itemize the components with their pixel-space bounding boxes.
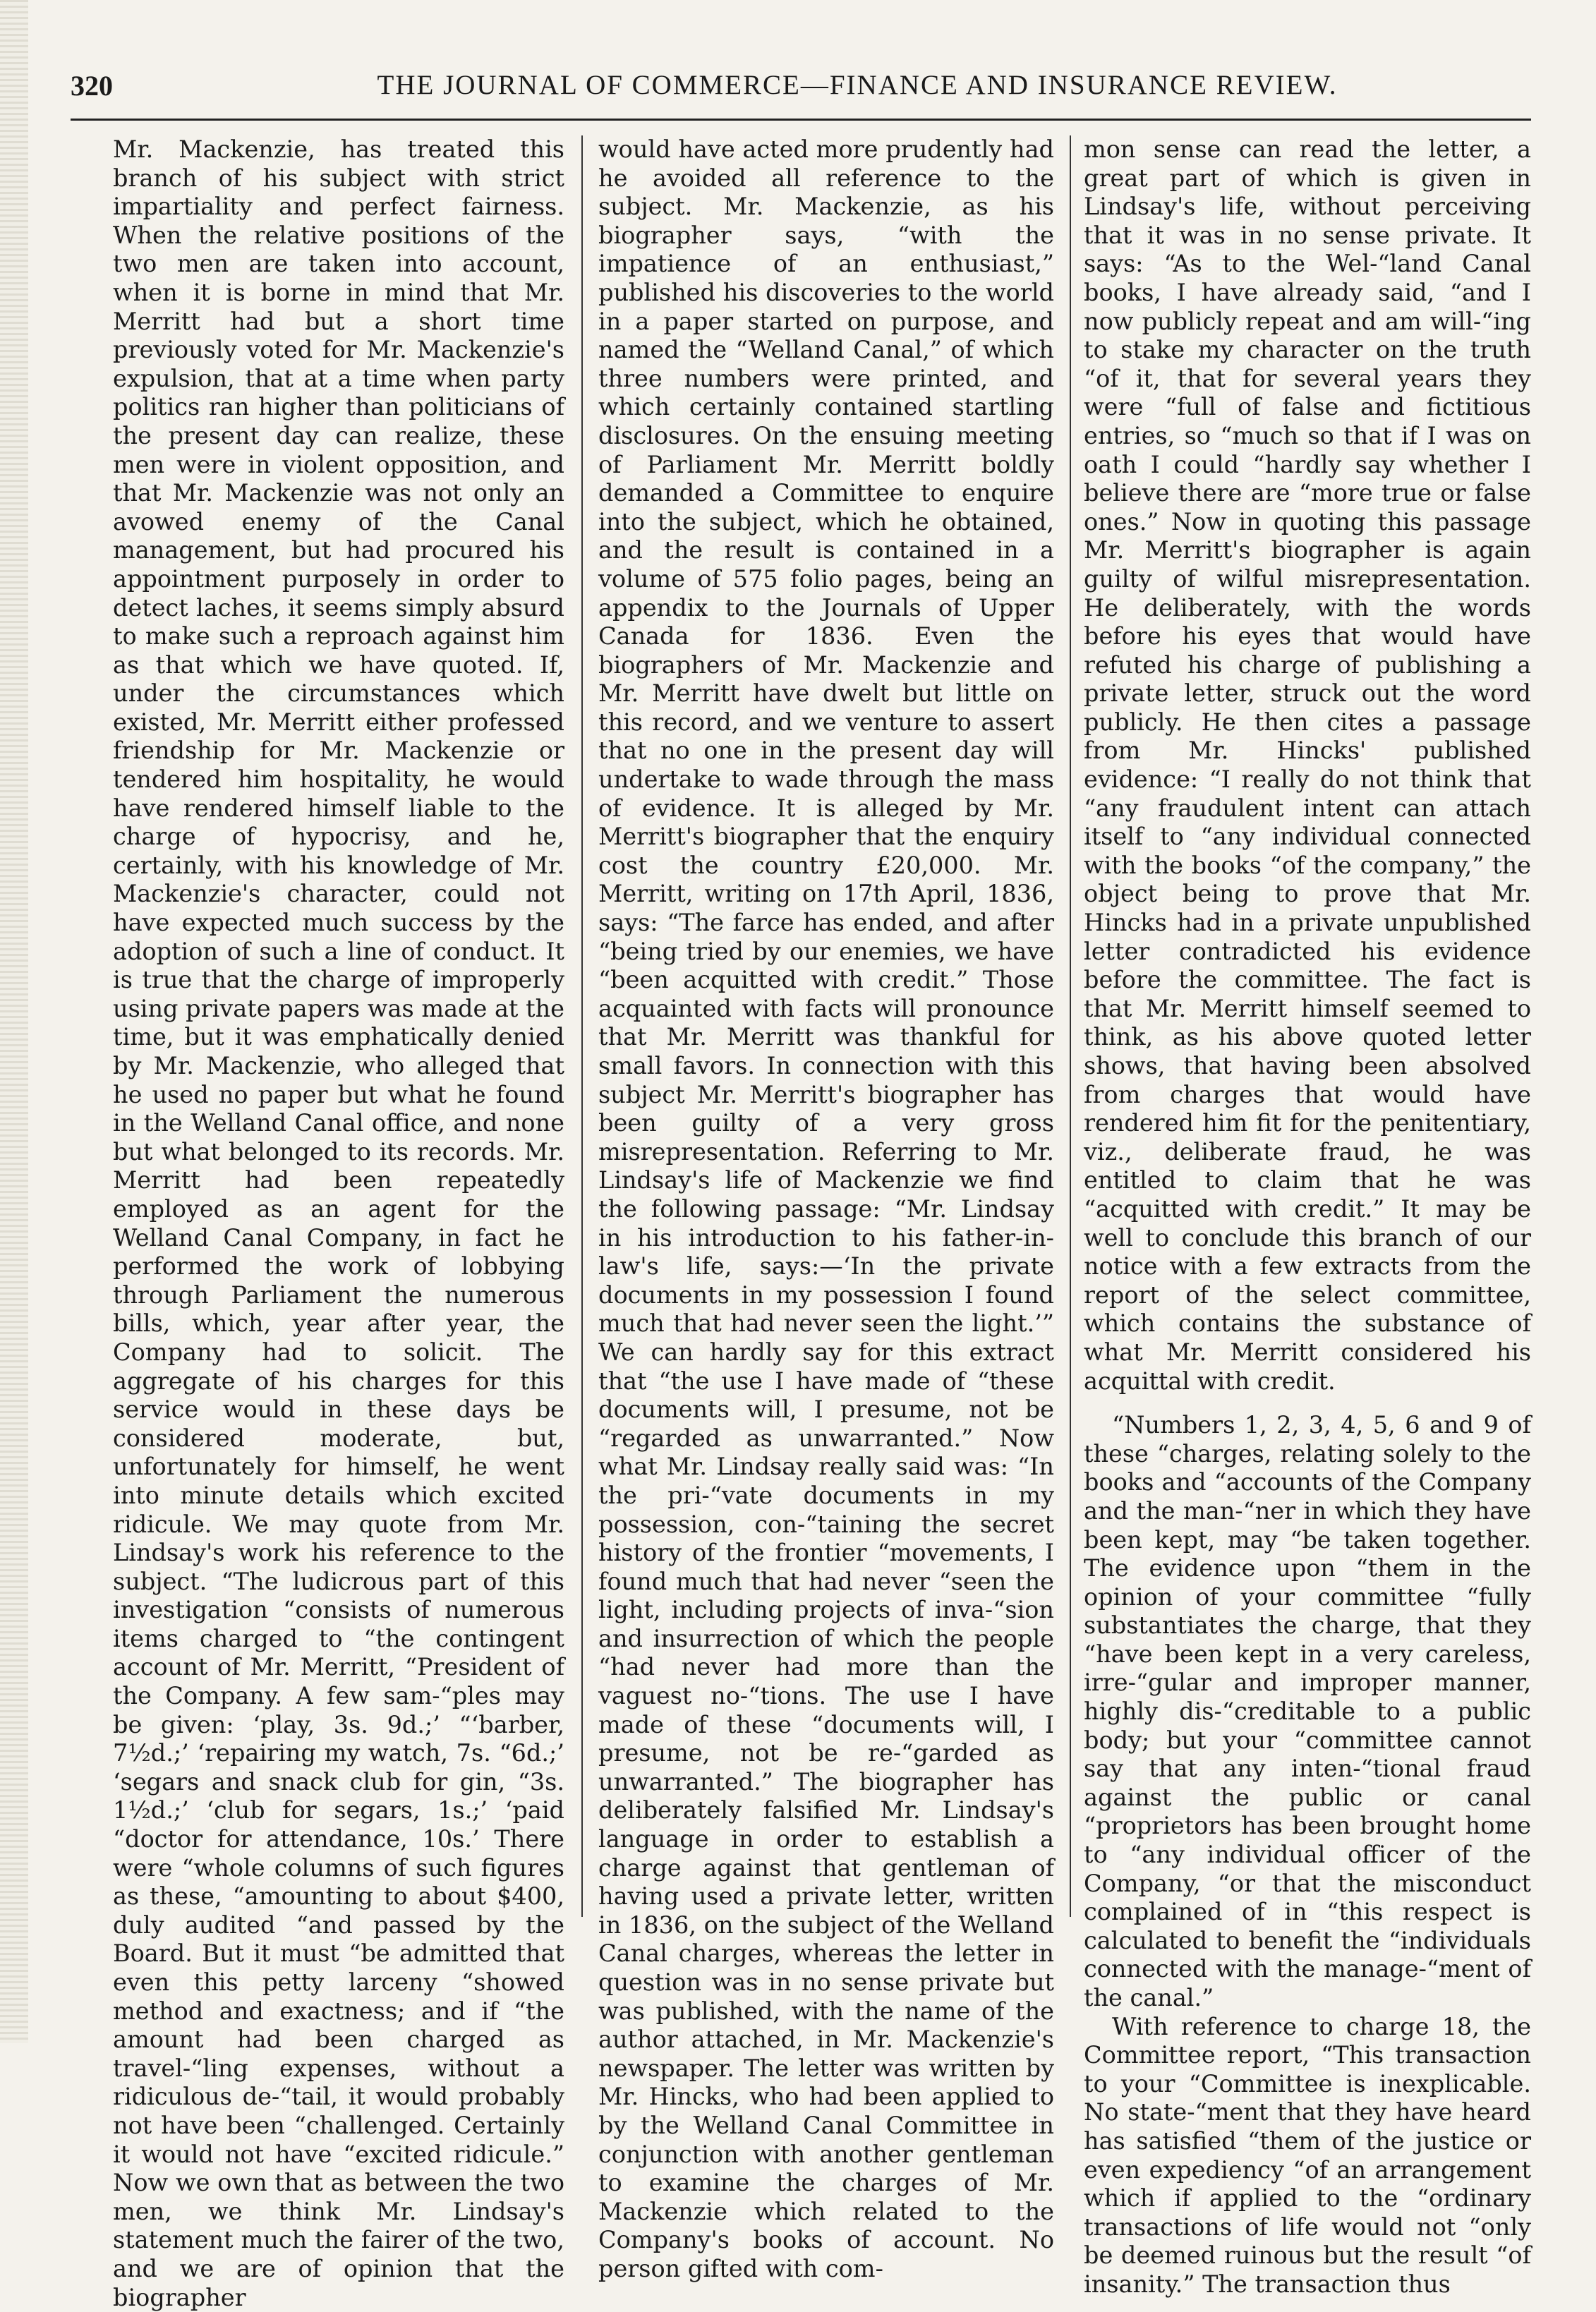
column-divider-1 [581,135,583,1917]
header-rule [71,119,1531,121]
column-3 [1084,135,1531,2298]
column-3-paragraph-1: mon sense can read the letter, a great part of which is given in Lindsay's life, without perceiving that it was in no sense private. It says: “As to the Wel-“land Canal books, I have already said, “and I now publicly repeat and am will-“ing to stake my character on the truth “of it, that for several years they were “full of false and fictitious entries, so “much so that if I was on oath I could “hardly say whether I believe there are “more true or false ones.” Now in quoting this passage Mr. Merritt's biographer is again guilty of wilful misrepresentation. He deliberately, with the words before his eyes that would have refuted his charge of publishing a private letter, struck out the word publicly. He then cites a passage from Mr. Hincks' published evidence: “I really do not think that “any fraudulent intent can attach itself to “any individual connected with the books “of the company,” the object being to prove that Mr. Hincks had in a private unpublished letter contradicted his evidence before the committee. The fact is that Mr. Merritt himself seemed to think, as his above quoted letter shows, that having been absolved from charges that would have rendered him fit for the penitentiary, viz., deliberate fraud, he was entitled to claim that he was “acquitted with credit.” It may be well to conclude this branch of our notice with a few extracts from the report of the select committee, which contains the substance of what Mr. Merritt considered his acquittal with credit. [1084,135,1531,1395]
page-header [71,69,1531,111]
column-2 [598,135,1054,2282]
column-3-paragraph-2: “Numbers 1, 2, 3, 4, 5, 6 and 9 of these “charges, relating solely to the books and “accounts of the Company and the man-“ner in which they have been kept, may “be taken together. The evidence upon “them in the opinion of your committee “fully substantiates the charge, that they “have been kept in a very careless, irre-“gular and improper manner, highly dis-“creditable to a public body; but your “committee cannot say that any inten-“tional fraud against the public or canal “proprietors has been brought home to “any individual officer of the Company, “or that the misconduct complained of in “this respect is calculated to benefit the “individuals connected with the manage-“ment of the canal.” [1084,1411,1531,2011]
page-binding-edge [0,0,28,2043]
column-2-paragraph-1: would have acted more prudently had he avoided all reference to the subject. Mr. Mackenzie, as his biographer says, “with the impatience of an enthusiast,” published his discoveries to the world in a paper started on purpose, and named the “Welland Canal,” of which three numbers were printed, and which certainly contained startling disclosures. On the ensuing meeting of Parliament Mr. Merritt boldly demanded a Committee to enquire into the subject, which he obtained, and the result is contained in a volume of 575 folio pages, being an appendix to the Journals of Upper Canada for 1836. Even the biographers of Mr. Mackenzie and Mr. Merritt have dwelt but little on this record, and we venture to assert that no one in the present day will undertake to wade through the mass of evidence. It is alleged by Mr. Merritt's biographer that the enquiry cost the country £20,000. Mr. Merritt, writing on 17th April, 1836, says: “The farce has ended, and after “being tried by our enemies, we have “been acquitted with credit.” Those acquainted with facts will pronounce that Mr. Merritt was thankful for small favors. In connection with this subject Mr. Merritt's biographer has been guilty of a very gross misrepresentation. Referring to Mr. Lindsay's life of Mackenzie we find the following passage: “Mr. Lindsay in his introduction to his father-in-law's life, says:—‘In the private documents in my possession I found much that had never seen the light.’” We can hardly say for this extract that “the use I have made of “these documents will, I presume, not be “regarded as unwarranted.” Now what Mr. Lindsay really said was: “In the pri-“vate documents in my possession, con-“taining the secret history of the frontier “movements, I found much that had never “seen the light, including projects of inva-“sion and insurrection of which the people “had never had more than the vaguest no-“tions. The use I have made of these “documents will, I presume, not be re-“garded as unwarranted.” The biographer has deliberately falsified Mr. Lindsay's language in order to establish a charge against that gentleman of having used a private letter, written in 1836, on the subject of the Welland Canal charges, whereas the letter in question was in no sense private but was published, with the name of the author attached, in Mr. Mackenzie's newspaper. The letter was written by Mr. Hincks, who had been applied to by the Welland Canal Committee in conjunction with another gentleman to examine the charges of Mr. Mackenzie which related to the Company's books of account. No person gifted with com- [598,135,1054,2282]
column-divider-2 [1070,135,1071,1917]
column-1 [113,135,564,2311]
column-1-paragraph-1: Mr. Mackenzie, has treated this branch of his subject with strict impartiality and perfect fairness. When the relative positions of the two men are taken into account, when it is borne in mind that Mr. Merritt had but a short time previously voted for Mr. Mackenzie's expulsion, that at a time when party politics ran higher than politicians of the present day can realize, these men were in violent opposition, and that Mr. Mackenzie was not only an avowed enemy of the Canal management, but had procured his appointment purposely in order to detect laches, it seems simply absurd to make such a reproach against him as that which we have quoted. If, under the circumstances which existed, Mr. Merritt either professed friendship for Mr. Mackenzie or tendered him hospitality, he would have rendered himself liable to the charge of hypocrisy, and he, certainly, with his knowledge of Mr. Mackenzie's character, could not have expected much success by the adoption of such a line of conduct. It is true that the charge of improperly using private papers was made at the time, but it was emphatically denied by Mr. Mackenzie, who alleged that he used no paper but what he found in the Welland Canal office, and none but what belonged to its records. Mr. Merritt had been repeatedly employed as an agent for the Welland Canal Company, in fact he performed the work of lobbying through Parliament the numerous bills, which, year after year, the Company had to solicit. The aggregate of his charges for this service would in these days be considered moderate, but, unfortunately for himself, he went into minute details which excited ridicule. We may quote from Mr. Lindsay's work his reference to the subject. “The ludicrous part of this investigation “consists of numerous items charged to “the contingent account of Mr. Merritt, “President of the Company. A few sam-“ples may be given: ‘play, 3s. 9d.;’ “‘barber, 7½d.;’ ‘repairing my watch, 7s. “6d.;’ ‘segars and snack club for gin, “3s. 1½d.;’ ‘club for segars, 1s.;’ ‘paid “doctor for attendance, 10s.’ There were “whole columns of such figures as these, “amounting to about $400, duly audited “and passed by the Board. But it must “be admitted that even this petty larceny “showed method and exactness; and if “the amount had been charged as travel-“ling expenses, without a ridiculous de-“tail, it would probably not have been “challenged. Certainly it would not have “excited ridicule.” Now we own that as between the two men, we think Mr. Lindsay's statement much the fairer of the two, and we are of opinion that the biographer [113,135,564,2311]
column-3-paragraph-3: With reference to charge 18, the Committee report, “This transaction to your “Committee is inexplicable. No state-“ment that they have heard has satisfied “them of the justice or even expediency “of an arrangement which if applied to the “ordinary transactions of life would not “only be deemed ruinous but the result “of insanity.” The transaction thus [1084,2012,1531,2298]
page-number: 320 [71,70,113,102]
paragraph-gap [1084,1396,1531,1411]
running-title: THE JOURNAL OF COMMERCE—FINANCE AND INSURANCE REVIEW. [377,70,1338,100]
